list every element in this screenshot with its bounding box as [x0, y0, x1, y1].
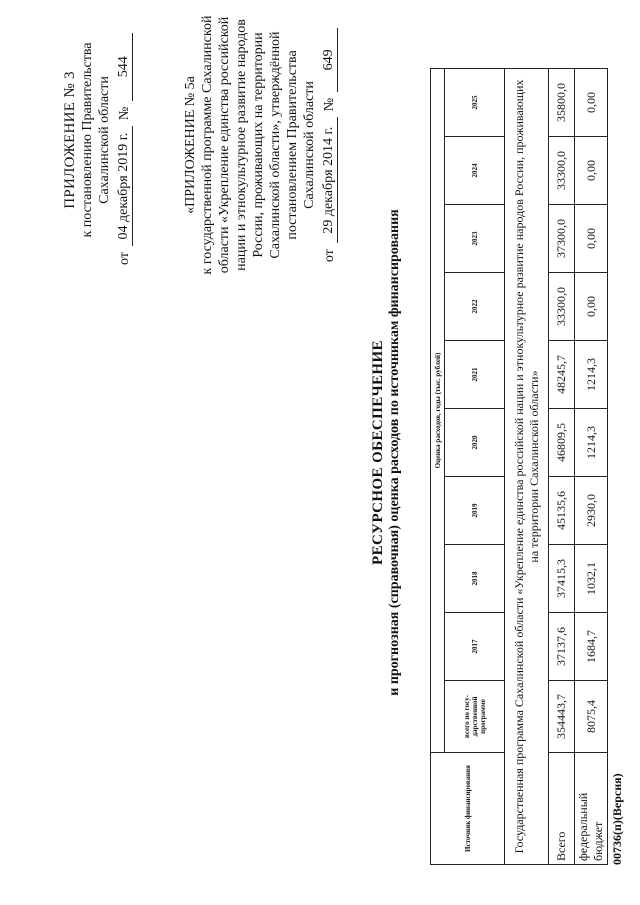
- value-cell: 37300,0: [549, 205, 575, 273]
- total-cell: 8075,4: [575, 681, 608, 753]
- appendix-5a-line: Сахалинской области: [302, 81, 317, 209]
- title-line-1: РЕСУРСНОЕ ОБЕСПЕЧЕНИЕ: [370, 340, 386, 565]
- appendix-3-block: [62, 15, 133, 265]
- value-cell: 0,00: [575, 137, 608, 205]
- appendix-3-date-line: [115, 15, 133, 265]
- appendix-5a-line: нации и этнокультурное развитие народов: [234, 19, 249, 271]
- number-label: №: [117, 106, 132, 121]
- value-cell: 33300,0: [549, 137, 575, 205]
- source-cell: Всего: [549, 753, 575, 865]
- value-cell: 37415,3: [549, 545, 575, 613]
- appendix-5a-line: постановлением Правительства: [285, 50, 300, 240]
- value-cell: 37137,6: [549, 613, 575, 681]
- number-label: №: [322, 97, 337, 112]
- appendix-5a-date: 29 декабря 2014 г.: [320, 117, 338, 243]
- year-header: 2020: [445, 409, 505, 477]
- appendix-3-line2: Сахалинской области: [97, 76, 112, 204]
- total-cell: 354443,7: [549, 681, 575, 753]
- value-cell: 1214,3: [575, 409, 608, 477]
- title-line-2: и прогнозная (справочная) оценка расходов по источникам финансирования: [387, 209, 402, 696]
- value-cell: 1214,3: [575, 341, 608, 409]
- document-title: [370, 0, 403, 905]
- appendix-5a-date-line: [320, 15, 338, 275]
- year-header: 2018: [445, 545, 505, 613]
- total-header: всего по госу-дарственной программе: [445, 681, 505, 753]
- value-cell: 0,00: [575, 205, 608, 273]
- value-cell: 35800,0: [549, 69, 575, 137]
- value-cell: 0,00: [575, 273, 608, 341]
- estimate-header: Оценка расходов, годы (тыс. рублей): [431, 69, 445, 753]
- value-cell: 1032,1: [575, 545, 608, 613]
- appendix-5a-line: области «Укрепление единства российской: [217, 16, 232, 274]
- year-header: 2023: [445, 205, 505, 273]
- year-header: 2017: [445, 613, 505, 681]
- value-cell: 0,00: [575, 69, 608, 137]
- from-label: от: [322, 249, 337, 263]
- appendix-3-title: ПРИЛОЖЕНИЕ № 3: [62, 71, 78, 209]
- year-header: 2022: [445, 273, 505, 341]
- table-row: [549, 69, 575, 865]
- appendix-5a-line: к государственной программе Сахалинской: [200, 15, 215, 275]
- from-label: от: [117, 252, 132, 265]
- value-cell: 46809,5: [549, 409, 575, 477]
- year-header: 2024: [445, 137, 505, 205]
- appendix-5a-line: России, проживающих на территории: [251, 32, 266, 258]
- year-header: 2019: [445, 477, 505, 545]
- document-code: 00736(п)(Версия): [610, 773, 624, 865]
- value-cell: 33300,0: [549, 273, 575, 341]
- appendix-3-line1: к постановлению Правительства: [80, 42, 95, 238]
- value-cell: 48245,7: [549, 341, 575, 409]
- appendix-3-date: 04 декабря 2019 г.: [115, 126, 133, 246]
- table-row: [575, 69, 608, 865]
- appendix-5a-title: «ПРИЛОЖЕНИЕ № 5а: [183, 76, 198, 214]
- value-cell: 45135,6: [549, 477, 575, 545]
- value-cell: 2930,0: [575, 477, 608, 545]
- financing-table: [430, 68, 608, 865]
- appendix-5a-line: Сахалинской области», утверждённой: [268, 31, 283, 259]
- appendix-3-number: 544: [115, 33, 133, 101]
- year-header: 2025: [445, 69, 505, 137]
- year-header: 2021: [445, 341, 505, 409]
- source-cell: федеральный бюджет: [575, 753, 608, 865]
- source-header: Источник финансирования: [431, 753, 505, 865]
- appendix-5a-number: 649: [320, 28, 338, 92]
- program-name-row: Государственная программа Сахалинской области «Укрепление единства российской нации и этнокультурное развитие народов России, проживающих на территории Сахалинской области»: [505, 69, 549, 865]
- value-cell: 1684,7: [575, 613, 608, 681]
- appendix-5a-block: [182, 15, 338, 275]
